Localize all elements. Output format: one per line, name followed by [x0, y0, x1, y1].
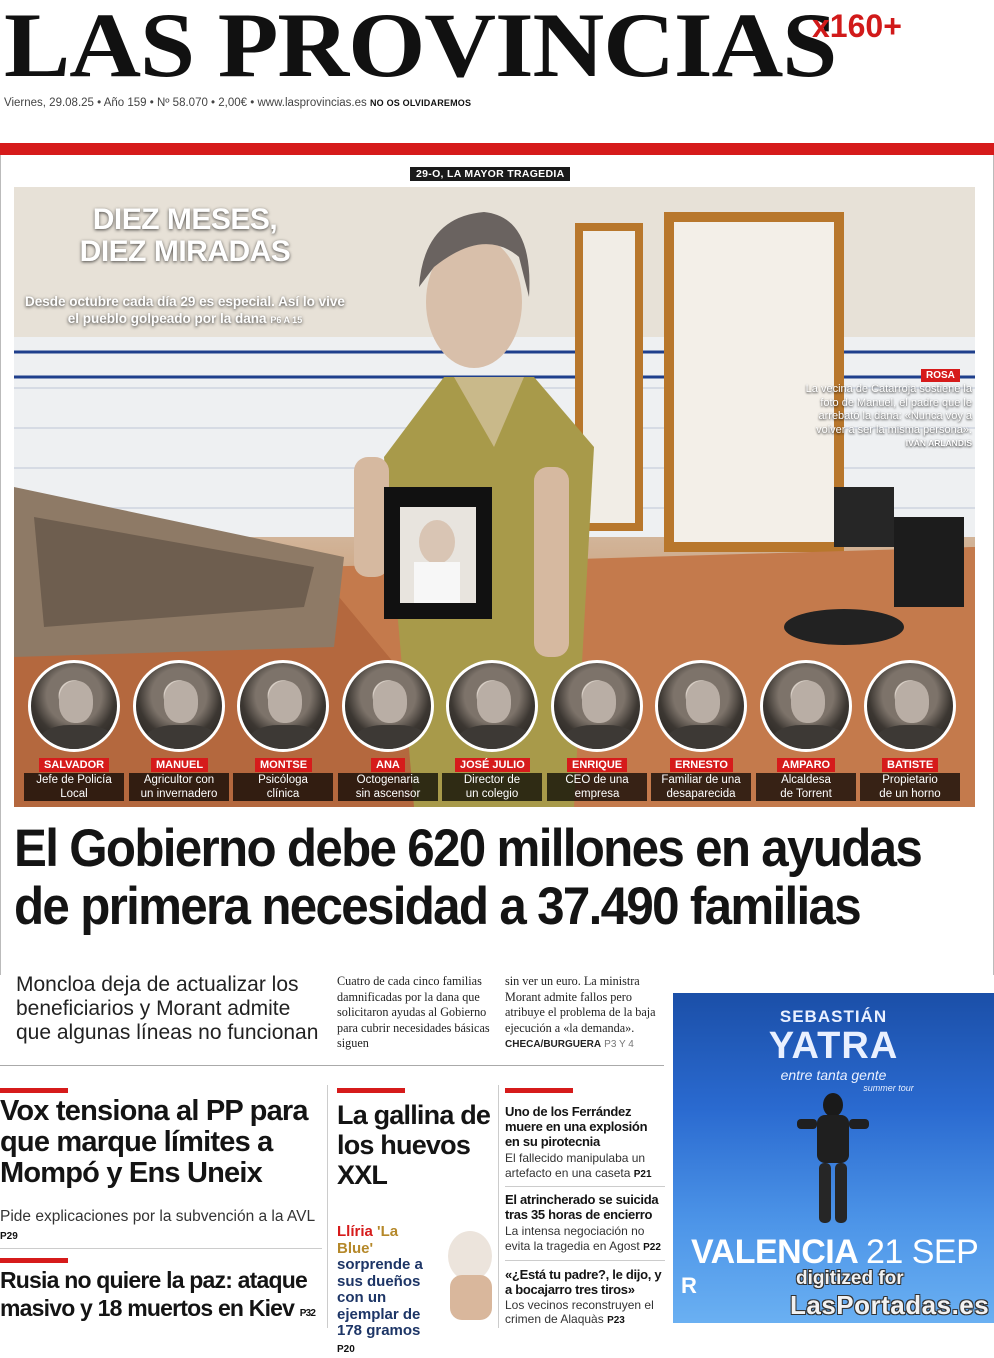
portrait-desc-line1: Alcaldesa	[781, 774, 831, 786]
gallina-headline[interactable]: La gallina de los huevos XXL	[337, 1100, 491, 1190]
ferrandez-red-dash	[505, 1088, 573, 1093]
portrait-shoulders	[666, 725, 742, 752]
main-deck: Moncloa deja de actualizar los beneficiarios y Morant admite que algunas líneas no funcionan	[16, 973, 319, 1044]
ad-city-date	[691, 1233, 978, 1272]
portrait-desc-line2: desaparecida	[666, 788, 736, 800]
portrait-shoulders	[144, 725, 220, 752]
motto: NO OS OLVIDAREMOS	[369, 98, 472, 108]
portrait-photo	[864, 660, 956, 752]
portrait-desc-line2: de Torrent	[780, 788, 832, 800]
feature-title-line1: DIEZ MESES,	[92, 203, 278, 236]
portrait-photo	[342, 660, 434, 752]
portrait-desc	[233, 773, 333, 801]
portrait-face	[373, 681, 407, 723]
portrait-name: ENRIQUE	[567, 758, 627, 772]
portrait-photo	[655, 660, 747, 752]
dateline	[4, 97, 471, 109]
feature-title-line2: DIEZ MIRADAS	[79, 235, 291, 268]
portrait-desc-line2: de un horno	[879, 788, 941, 800]
ad-figure	[783, 1093, 883, 1233]
portrait-desc	[860, 773, 960, 801]
portrait-desc	[338, 773, 438, 801]
portrait-name: MANUEL	[151, 758, 208, 772]
portrait-name: JOSÉ JULIO	[455, 758, 530, 772]
right-separator-2	[505, 1260, 665, 1261]
portrait-desc-line2: empresa	[574, 788, 620, 800]
portrait-photo	[237, 660, 329, 752]
portrait-desc-line2: sin ascensor	[355, 788, 421, 800]
portrait-name: BATISTE	[882, 758, 938, 772]
portrait-shoulders	[457, 725, 533, 752]
rusia-headline[interactable]	[0, 1266, 330, 1328]
portrait-desc-line2: Local	[60, 788, 88, 800]
vox-summary	[0, 1208, 330, 1244]
portrait-desc-line1: Propietario	[882, 774, 938, 786]
main-body-col1: Cuatro de cada cinco familias damnificadas por la dana que solicitaron ayudas al Gobierno para cubrir necesidades básicas siguen	[337, 974, 490, 1050]
atrincherado-summary	[505, 1224, 665, 1255]
alaquas-headline[interactable]: «¿Está tu padre?, le dijo, y a bocajarro tres tiros»	[505, 1267, 662, 1297]
portrait-desc	[442, 773, 542, 801]
portrait-face	[268, 681, 302, 723]
portrait-desc-line1: CEO de una	[565, 774, 629, 786]
col-separator-1	[327, 1085, 328, 1328]
portrait-face	[164, 681, 198, 723]
portrait-face	[582, 681, 616, 723]
ad-date: 21 SEP	[865, 1233, 979, 1271]
portrait-face	[59, 681, 93, 723]
portrait-desc-line1: Familiar de una	[661, 774, 741, 786]
atrincherado-page: P22	[643, 1241, 661, 1253]
main-body-col2-text: sin ver un euro. La ministra Morant admite fallos pero atribuye el problema de la baja ejecución a «la demanda».	[505, 974, 656, 1035]
masthead-title: LAS PROVINCIAS	[4, 0, 837, 96]
col-separator-2	[498, 1085, 499, 1328]
vox-headline[interactable]: Vox tensiona al PP para que marque límites a Mompó y Ens Uneix	[0, 1095, 308, 1189]
feature-title	[20, 204, 350, 268]
portrait-photo	[760, 660, 852, 752]
gallina-summary	[337, 1224, 437, 1358]
portrait-photo	[551, 660, 643, 752]
gallina-place: Llíria	[337, 1223, 373, 1240]
portrait-desc	[756, 773, 856, 801]
portrait-name: ANA	[371, 758, 405, 772]
main-pages: P3 Y 4	[604, 1039, 634, 1050]
alaquas-summary	[505, 1298, 665, 1328]
portrait-desc	[24, 773, 124, 801]
ferrandez-headline[interactable]: Uno de los Ferrández muere en una explosión en su pirotecnia	[505, 1104, 648, 1149]
portrait-photo	[446, 660, 538, 752]
dateline-text: Viernes, 29.08.25 • Año 159 • Nº 58.070 • 2,00€ • www.lasprovincias.es	[4, 97, 367, 109]
watermark-line1: digitized for	[796, 1268, 904, 1289]
ad-tour-sub: summer tour	[863, 1083, 914, 1093]
portrait-desc	[129, 773, 229, 801]
vox-red-dash	[0, 1088, 68, 1093]
egg-hand-illustration	[440, 1230, 502, 1320]
main-body-col2	[505, 974, 658, 1053]
portrait-name: SALVADOR	[39, 758, 109, 772]
portrait-shoulders	[248, 725, 324, 752]
portrait-name: ERNESTO	[670, 758, 733, 772]
alaquas-page: P23	[607, 1315, 625, 1326]
portrait-desc-line1: Director de	[463, 774, 521, 786]
portrait-desc-line1: Octogenaria	[356, 774, 420, 786]
main-headline-line1: El Gobierno debe 620 millones en ayudas	[14, 819, 922, 878]
portrait-face	[791, 681, 825, 723]
ad-bottom-letter: R	[681, 1273, 697, 1298]
feature-subtitle-pages: P6 A 15	[270, 315, 303, 325]
caption-tag: ROSA	[921, 369, 960, 382]
portrait-name: MONTSE	[255, 758, 312, 772]
portrait-desc-line1: Jefe de Policía	[36, 774, 112, 786]
photo-caption	[800, 383, 972, 451]
portrait-photo	[28, 660, 120, 752]
portrait-desc-line1: Psicóloga	[258, 774, 308, 786]
portrait-desc	[547, 773, 647, 801]
portrait-shoulders	[39, 725, 115, 752]
ferrandez-page: P21	[633, 1168, 652, 1180]
atrincherado-headline[interactable]: El atrincherado se suicida tras 35 horas de encierro	[505, 1192, 659, 1222]
portrait-desc-line1: Agricultor con	[143, 774, 215, 786]
portrait-face	[686, 681, 720, 723]
portrait-shoulders	[875, 725, 951, 752]
portrait-desc-line2: un colegio	[465, 788, 519, 800]
photo-caption-text: La vecina de Catarroja sostiene la foto de Manuel, el padre que le arrebató la dana: «Nunca voy a volver a ser la misma persona».	[805, 383, 972, 436]
vox-page: P29	[0, 1231, 18, 1242]
ad-city: VALENCIA	[691, 1233, 857, 1271]
gallina-page: P20	[337, 1343, 355, 1355]
feature-subtitle	[20, 293, 350, 329]
atrincherado-summary-text: La intensa negociación no evita la tragedia en Agost	[505, 1224, 645, 1253]
ad-artist-first: SEBASTIÁN	[779, 1007, 888, 1026]
main-headline[interactable]	[14, 819, 922, 936]
rusia-page: P32	[299, 1308, 316, 1319]
anniversary-badge: x160+	[812, 8, 902, 44]
portrait-desc	[651, 773, 751, 801]
gallina-quote: 'La Blue'	[337, 1223, 399, 1257]
portrait-face	[477, 681, 511, 723]
portrait-face	[895, 681, 929, 723]
masthead-red-bar	[0, 143, 994, 155]
rusia-headline-text: Rusia no quiere la paz: ataque masivo y 18 muertos en Kiev	[0, 1267, 308, 1321]
portrait-shoulders	[562, 725, 638, 752]
main-byline: CHECA/BURGUERA	[505, 1039, 602, 1050]
portrait-shoulders	[353, 725, 429, 752]
watermark-line2: LasPortadas.es	[790, 1290, 990, 1320]
portrait-shoulders	[771, 725, 847, 752]
ad-artist-last: YATRA	[768, 1025, 899, 1067]
section-tag: 29-O, LA MAYOR TRAGEDIA	[410, 167, 570, 181]
photo-credit: IVÁN ARLANDIS	[905, 438, 972, 448]
ferrandez-summary-text: El fallecido manipulaba un artefacto en una caseta	[505, 1151, 646, 1180]
feature-subtitle-text: Desde octubre cada día 29 es especial. Así lo vive el pueblo golpeado por la dana	[25, 294, 345, 326]
ferrandez-summary	[505, 1151, 665, 1182]
left-separator	[0, 1248, 322, 1249]
portrait-desc-line2: un invernadero	[140, 788, 218, 800]
alaquas-summary-text: Los vecinos reconstruyen el crimen de Alaquàs	[505, 1298, 654, 1326]
main-headline-line2: de primera necesidad a 37.490 familias	[14, 877, 861, 936]
ad-tour: entre tanta gente	[780, 1067, 887, 1083]
gallina-summary-text: sorprende a sus dueños con un ejemplar de 178 gramos	[337, 1256, 423, 1339]
vox-summary-text: Pide explicaciones por la subvención a la AVL	[0, 1208, 315, 1225]
portrait-desc-line2: clínica	[266, 788, 300, 800]
portrait-photo	[133, 660, 225, 752]
right-separator-1	[505, 1186, 665, 1187]
frame-bottom-line	[0, 1065, 664, 1066]
gallina-red-dash	[337, 1088, 405, 1093]
portrait-name: AMPARO	[777, 758, 835, 772]
rusia-red-dash	[0, 1258, 68, 1263]
